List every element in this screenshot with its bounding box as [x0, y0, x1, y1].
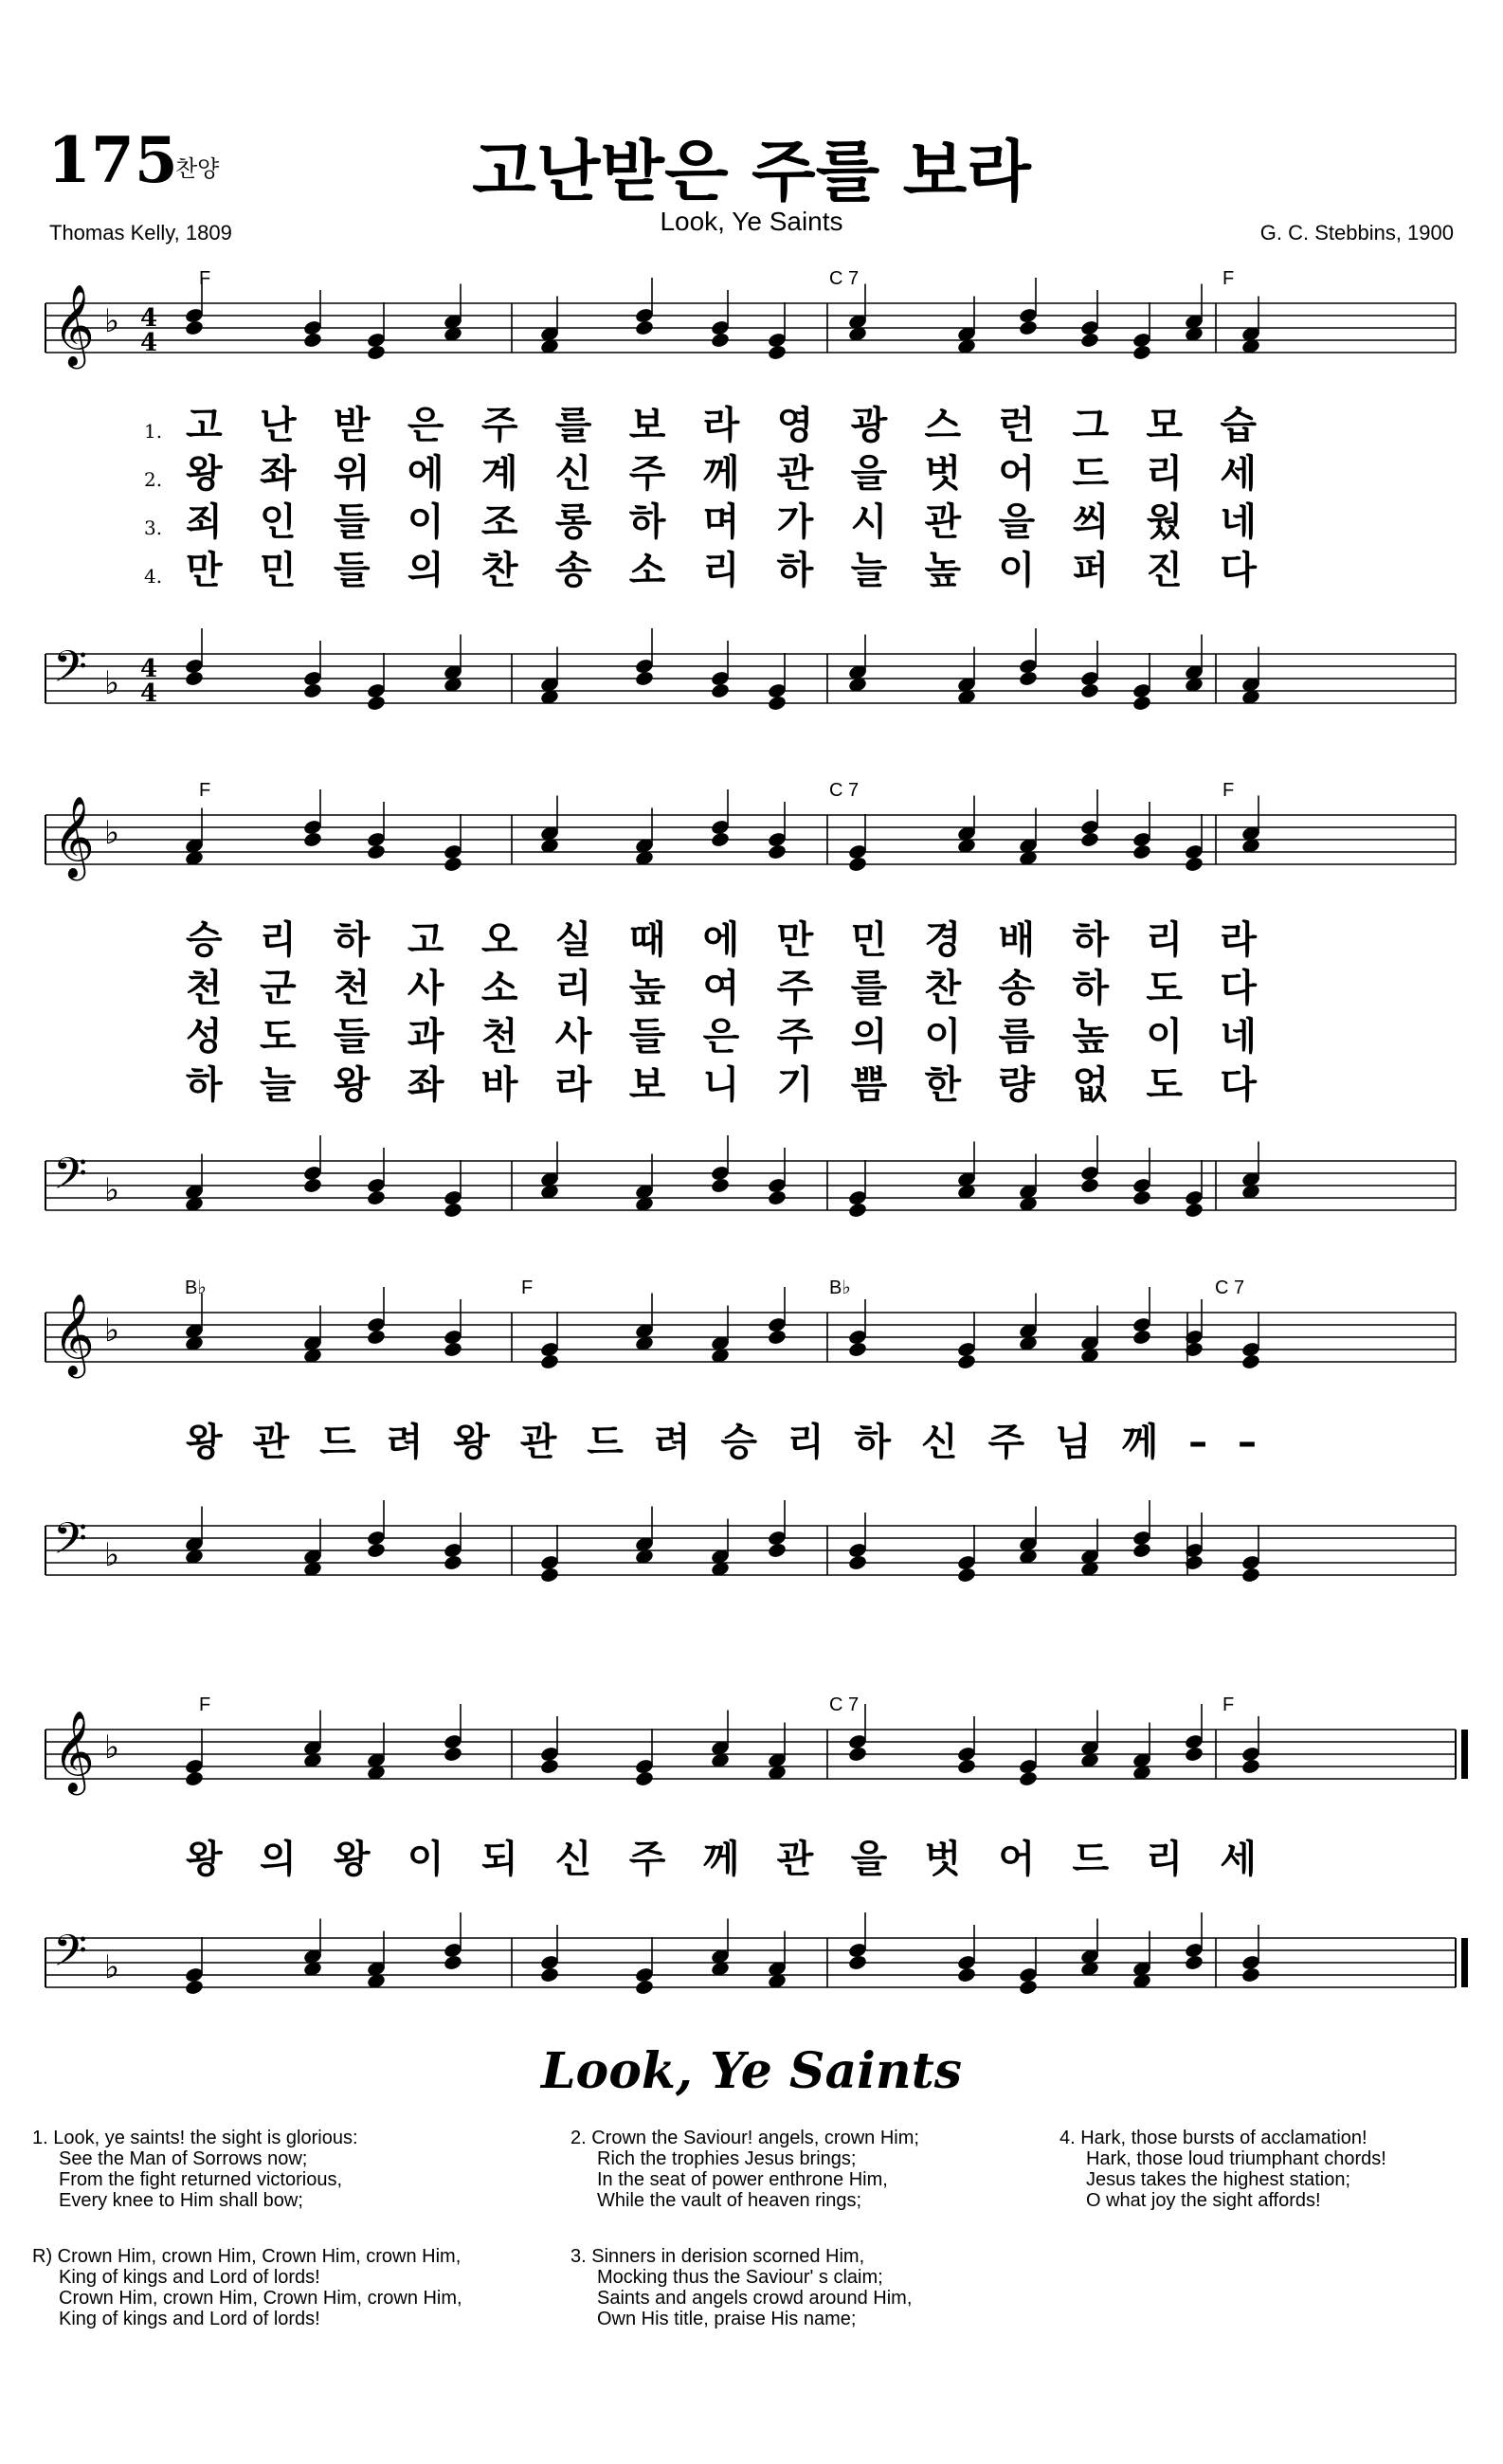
stanza-line: See the Man of Sorrows now;: [59, 2148, 308, 2169]
flat-icon: ♭: [104, 1729, 120, 1766]
bass-clef-icon: 𝄢: [53, 642, 88, 703]
note-head-icon: [1018, 670, 1038, 687]
lyric-line: 죄 인 들 이 조 롱 하 며 가 시 관 을 씌 웠 네: [186, 500, 1257, 544]
chord-symbol: F: [1222, 268, 1235, 289]
english-stanza-1: [32, 2128, 358, 2211]
note-head-icon: [1184, 1202, 1204, 1219]
lyric-line: 천 군 천 사 소 리 높 여 주 를 찬 송 하 도 다: [186, 967, 1257, 1010]
note-head-icon: [634, 319, 654, 336]
stanza-line: 2. Crown the Saviour! angels, crown Him;: [570, 2128, 919, 2148]
bass-clef-icon: 𝄢: [53, 1926, 88, 1987]
note-head-icon: [366, 1189, 386, 1206]
note-head-icon: [1132, 1542, 1151, 1559]
note-head-icon: [847, 1202, 867, 1219]
note-head-icon: [1184, 1954, 1204, 1971]
verse-number: 2.: [144, 468, 163, 491]
chord-symbol: B♭: [185, 1277, 207, 1298]
note-head-icon: [302, 1177, 322, 1194]
flat-icon: ♭: [104, 1948, 120, 1986]
treble-clef-icon: 𝄞: [53, 796, 95, 878]
lyric-line: 고 난 받 은 주 를 보 라 영 광 스 런 그 모 습: [186, 404, 1257, 447]
bass-clef-icon: 𝄢: [53, 1513, 88, 1575]
note-head-icon: [1240, 1353, 1260, 1370]
note-head-icon: [184, 1979, 204, 1996]
note-head-icon: [443, 1554, 462, 1571]
lyric-line: 왕 좌 위 에 계 신 주 께 관 을 벗 어 드 리 세: [186, 452, 1257, 496]
verse-number: 4.: [144, 565, 163, 588]
note-head-icon: [1240, 1758, 1260, 1775]
note-head-icon: [443, 1341, 462, 1358]
hymn-title-english: Look, Ye Saints: [660, 207, 843, 236]
stanza-line: R) Crown Him, crown Him, Crown Him, crown Him,: [32, 2246, 462, 2267]
note-head-icon: [366, 344, 386, 361]
note-head-icon: [1240, 1567, 1260, 1584]
verse-number: 3.: [144, 516, 163, 539]
verse-number: 1.: [144, 420, 163, 443]
note-head-icon: [710, 1177, 730, 1194]
note-head-icon: [767, 843, 787, 861]
note-head-icon: [539, 1353, 559, 1370]
flat-icon: ♭: [104, 302, 120, 340]
note-head-icon: [847, 1746, 867, 1763]
lyric-line: 왕 관 드 려 왕 관 드 려 승 리 하 신 주 님 께 – –: [186, 1421, 1257, 1464]
note-head-icon: [1079, 831, 1099, 848]
stanza-line: From the fight returned victorious,: [59, 2169, 343, 2190]
chord-symbol: F: [199, 268, 211, 289]
stanza-line: Hark, those loud triumphant chords!: [1086, 2148, 1386, 2169]
english-heading: Look, Ye Saints: [540, 2042, 963, 2100]
note-head-icon: [1079, 682, 1099, 699]
note-head-icon: [767, 1189, 787, 1206]
stanza-line: Mocking thus the Saviour' s claim;: [597, 2267, 883, 2288]
lyricist-credit: Thomas Kelly, 1809: [49, 221, 232, 245]
stanza-line: O what joy the sight affords!: [1086, 2190, 1321, 2211]
time-signature-icon: 4: [140, 329, 158, 357]
chord-symbol: C 7: [1215, 1277, 1245, 1298]
treble-clef-icon: 𝄞: [53, 1711, 95, 1792]
english-stanza-4: [1059, 2128, 1386, 2211]
hymn-title-korean: 고난받은 주를 보라: [472, 132, 1031, 210]
stanza-line: 4. Hark, those bursts of acclamation!: [1059, 2128, 1367, 2148]
bass-clef-icon: 𝄢: [53, 1149, 88, 1210]
note-head-icon: [1132, 344, 1151, 361]
note-head-icon: [184, 670, 204, 687]
chord-symbol: F: [199, 780, 211, 801]
note-head-icon: [1132, 1329, 1151, 1346]
stanza-line: Every knee to Him shall bow;: [59, 2190, 303, 2211]
note-head-icon: [1132, 843, 1151, 861]
note-head-icon: [1184, 856, 1204, 873]
chord-symbol: F: [199, 1694, 211, 1715]
stanza-line: 1. Look, ye saints! the sight is glorious:: [32, 2128, 358, 2148]
note-head-icon: [956, 1567, 976, 1584]
note-head-icon: [366, 1542, 386, 1559]
note-head-icon: [366, 695, 386, 712]
note-head-icon: [1018, 1770, 1038, 1787]
note-head-icon: [767, 695, 787, 712]
stanza-line: King of kings and Lord of lords!: [59, 2267, 320, 2288]
note-head-icon: [539, 1567, 559, 1584]
note-head-icon: [1079, 332, 1099, 349]
chord-symbol: C 7: [829, 268, 860, 289]
note-head-icon: [634, 1979, 654, 1996]
lyric-line: 승 리 하 고 오 실 때 에 만 민 경 배 하 리 라: [186, 918, 1257, 962]
lyric-line: 하 늘 왕 좌 바 라 보 니 기 쁨 한 량 없 도 다: [186, 1063, 1257, 1107]
note-head-icon: [366, 1329, 386, 1346]
note-head-icon: [847, 856, 867, 873]
note-head-icon: [443, 1746, 462, 1763]
english-stanza-2: [570, 2128, 919, 2211]
note-head-icon: [767, 1329, 787, 1346]
score-text-layer: [144, 268, 1258, 1881]
note-head-icon: [710, 332, 730, 349]
note-head-icon: [1018, 319, 1038, 336]
note-head-icon: [184, 319, 204, 336]
note-head-icon: [539, 1758, 559, 1775]
lyric-line: 성 도 들 과 천 사 들 은 주 의 이 름 높 이 네: [186, 1015, 1257, 1059]
treble-clef-icon: 𝄞: [53, 284, 95, 366]
stanza-line: While the vault of heaven rings;: [597, 2190, 862, 2211]
note-head-icon: [1018, 1979, 1038, 1996]
note-head-icon: [710, 831, 730, 848]
flat-icon: ♭: [104, 814, 120, 852]
note-head-icon: [847, 1554, 867, 1571]
time-signature-icon: 4: [140, 304, 158, 333]
stanza-line: 3. Sinners in derision scorned Him,: [570, 2246, 865, 2267]
note-head-icon: [366, 843, 386, 861]
flat-icon: ♭: [104, 1171, 120, 1209]
note-head-icon: [1184, 1746, 1204, 1763]
note-head-icon: [956, 1353, 976, 1370]
english-stanza-3: [570, 2246, 912, 2329]
note-head-icon: [956, 1966, 976, 1984]
final-barline: [1461, 1730, 1468, 1779]
chord-symbol: F: [521, 1277, 534, 1298]
hymn-number: 175: [47, 123, 178, 197]
note-head-icon: [443, 1954, 462, 1971]
note-head-icon: [443, 856, 462, 873]
note-head-icon: [302, 682, 322, 699]
time-signature-icon: 4: [140, 679, 158, 708]
note-head-icon: [847, 1341, 867, 1358]
note-head-icon: [1240, 1966, 1260, 1984]
stanza-line: Jesus takes the highest station;: [1086, 2169, 1351, 2190]
note-head-icon: [302, 831, 322, 848]
note-head-icon: [767, 1542, 787, 1559]
note-head-icon: [443, 1202, 462, 1219]
note-head-icon: [1132, 695, 1151, 712]
stanza-line: Rich the trophies Jesus brings;: [597, 2148, 857, 2169]
note-head-icon: [184, 1770, 204, 1787]
note-head-icon: [1132, 1189, 1151, 1206]
lyric-line: 만 민 들 의 찬 송 소 리 하 늘 높 이 퍼 진 다: [186, 549, 1257, 592]
stanza-line: King of kings and Lord of lords!: [59, 2309, 320, 2329]
stanza-line: Saints and angels crowd around Him,: [597, 2288, 913, 2309]
treble-clef-icon: 𝄞: [53, 1294, 95, 1375]
note-head-icon: [956, 1758, 976, 1775]
note-head-icon: [847, 1954, 867, 1971]
note-head-icon: [1079, 1177, 1099, 1194]
chord-symbol: F: [1222, 1694, 1235, 1715]
stanza-line: In the seat of power enthrone Him,: [597, 2169, 888, 2190]
lyric-line: 왕 의 왕 이 되 신 주 께 관 을 벗 어 드 리 세: [186, 1838, 1257, 1881]
stanza-line: Crown Him, crown Him, Crown Him, crown Him,: [59, 2288, 462, 2309]
chord-symbol: F: [1222, 780, 1235, 801]
flat-icon: ♭: [104, 1312, 120, 1350]
note-head-icon: [539, 1966, 559, 1984]
composer-credit: G. C. Stebbins, 1900: [1259, 221, 1454, 245]
note-head-icon: [302, 332, 322, 349]
note-head-icon: [634, 1770, 654, 1787]
hymn-category-tag: 찬양: [175, 155, 220, 182]
note-head-icon: [634, 670, 654, 687]
chord-symbol: C 7: [829, 780, 860, 801]
flat-icon: ♭: [104, 664, 120, 702]
time-signature-icon: 4: [140, 655, 158, 683]
chord-symbol: C 7: [829, 1694, 860, 1715]
english-refrain: [32, 2246, 462, 2329]
stanza-line: Own His title, praise His name;: [597, 2309, 857, 2329]
note-head-icon: [710, 682, 730, 699]
chord-symbol: B♭: [829, 1277, 851, 1298]
flat-icon: ♭: [104, 1536, 120, 1574]
note-head-icon: [767, 344, 787, 361]
final-barline: [1461, 1938, 1468, 1987]
